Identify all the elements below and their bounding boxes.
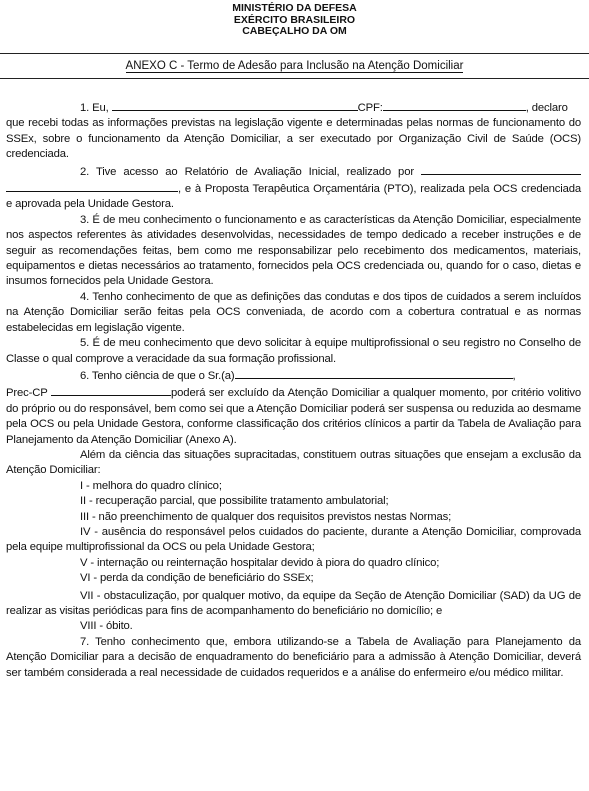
paragraph-6-text — [6, 384, 581, 448]
prec-cp-blank[interactable] — [51, 384, 171, 396]
paragraph-2-text: , e à Proposta Terapêutica Orçamentária (PTO), realizada pela OCS credenciada e aprovada pela Unidade Gestora. — [6, 183, 581, 211]
paragraph-6-first-line — [6, 367, 581, 384]
header-army: EXÉRCITO BRASILEIRO — [233, 13, 356, 26]
cpf-label: CPF: — [357, 102, 383, 114]
paragraph-6-comma: , — [512, 369, 516, 382]
prec-cp-label: Prec-CP — [6, 387, 48, 400]
paragraph-6-body: poderá ser excluído da Atenção Domiciliar a qualquer momento, por critério volitivo do próprio ou do responsável, bem como sei que a Atenção Domiciliar poderá ser suspensa ou reduzida ao desmame pela OCS ou pela Unidade Gestora, conforme classificação dos critérios clínicos a partir da Tabela de Avaliação para Planejamento da Atenção Domiciliar (Anexo A). — [6, 387, 581, 446]
exclusion-list — [6, 479, 581, 635]
paragraph-2 — [6, 163, 581, 213]
document-header — [0, 3, 589, 38]
paragraph-4: 4. Tenho conhecimento de que as definições das condutas e dos tipos de cuidados a serem incluídos na Atenção Domiciliar serão feitas pela OCS conveniada, de acordo com a cobertura contratual e as normas estabelecidas em legislação vigente. — [6, 290, 581, 334]
cpf-blank[interactable] — [383, 99, 526, 111]
header-divider — [0, 53, 589, 54]
list-item: IV - ausência do responsável pelos cuidados do paciente, durante a Atenção Domiciliar, comprovada pela equipe multiprofissional da OCS ou pela Unidade Gestora; — [6, 525, 581, 554]
paragraph-1-declaro: , declaro — [525, 102, 568, 114]
list-item: III - não preenchimento de qualquer dos requisitos previstos nestas Normas; — [80, 510, 452, 523]
document-body — [6, 99, 581, 681]
list-item: VII - obstaculização, por qualquer motivo, da equipe da Seção de Atenção Domiciliar (SAD) da UG de realizar as visitas periódicas para fins de acompanhamento do beneficiário no domicílio; e — [6, 589, 581, 617]
title-divider — [0, 78, 589, 79]
list-item: V - internação ou reinternação hospitalar devido à piora do quadro clínico; — [80, 556, 440, 569]
evaluator-blank[interactable] — [421, 163, 581, 175]
paragraph-7: 7. Tenho conhecimento que, embora utilizando-se a Tabela de Avaliação para Planejamento da Atenção Domiciliar para a decisão de enquadramento do beneficiário para a admissão à Atenção Domiciliar, deverá ser também considerada a real necessidade de cuidados requeridos e a análise do enfermeiro e/ou médico militar. — [6, 635, 581, 679]
paragraph-6-intro: 6. Tenho ciência de que o Sr.(a) — [80, 369, 235, 382]
paragraph-1-intro: 1. Eu, — [80, 102, 109, 114]
list-item: I - melhora do quadro clínico; — [80, 479, 222, 492]
paragraph-5: 5. É de meu conhecimento que devo solicitar à equipe multiprofissional o seu registro no Conselho de Classe o qual comprove a veracidade da sua formação profissional. — [6, 337, 581, 365]
paragraph-6-exclusion-intro: Além da ciência das situações supracitadas, constituem outras situações que ensejam a exclusão da Atenção Domiciliar: — [6, 448, 581, 477]
list-item: VI - perda da condição de beneficiário do SSEx; — [80, 572, 314, 585]
name-blank[interactable] — [112, 99, 358, 111]
beneficiary-name-blank[interactable] — [235, 367, 513, 379]
header-ministry: MINISTÉRIO DA DEFESA — [232, 2, 357, 14]
header-om: CABEÇALHO DA OM — [242, 25, 347, 37]
paragraph-3: 3. É de meu conhecimento o funcionamento e as características da Atenção Domiciliar, especialmente nos aspectos referentes às atividades desenvolvidas, necessidades de tempo dedicado a receber instruções e de seguir as recomendações feitas, bem como me responsabilizar pelo recebimento dos medicamentos, materiais, equipamentos e dietas necessários ao tratamento, fornecidos pela OCS credenciada ou, quando for o caso, dietas e insumos fornecidos pela Unidade Gestora. — [6, 213, 581, 288]
paragraph-1-first-line — [6, 99, 581, 116]
list-item: VIII - óbito. — [80, 620, 133, 633]
document-title-text: ANEXO C - Termo de Adesão para Inclusão na Atenção Domiciliar — [125, 60, 464, 72]
paragraph-2-intro: 2. Tive acesso ao Relatório de Avaliação Inicial, realizado por — [80, 165, 414, 178]
paragraph-1-text: que recebi todas as informações previstas na legislação vigente e determinadas pelas normas de funcionamento do SSEx, sobre o funcionamento da Atenção Domiciliar, a ser executado por Organização Civil de Saúde (OCS) credenciada. — [6, 117, 581, 161]
evaluator-blank-2[interactable] — [6, 180, 178, 192]
list-item: II - recuperação parcial, que possibilite tratamento ambulatorial; — [80, 495, 389, 508]
document-title — [0, 59, 589, 73]
